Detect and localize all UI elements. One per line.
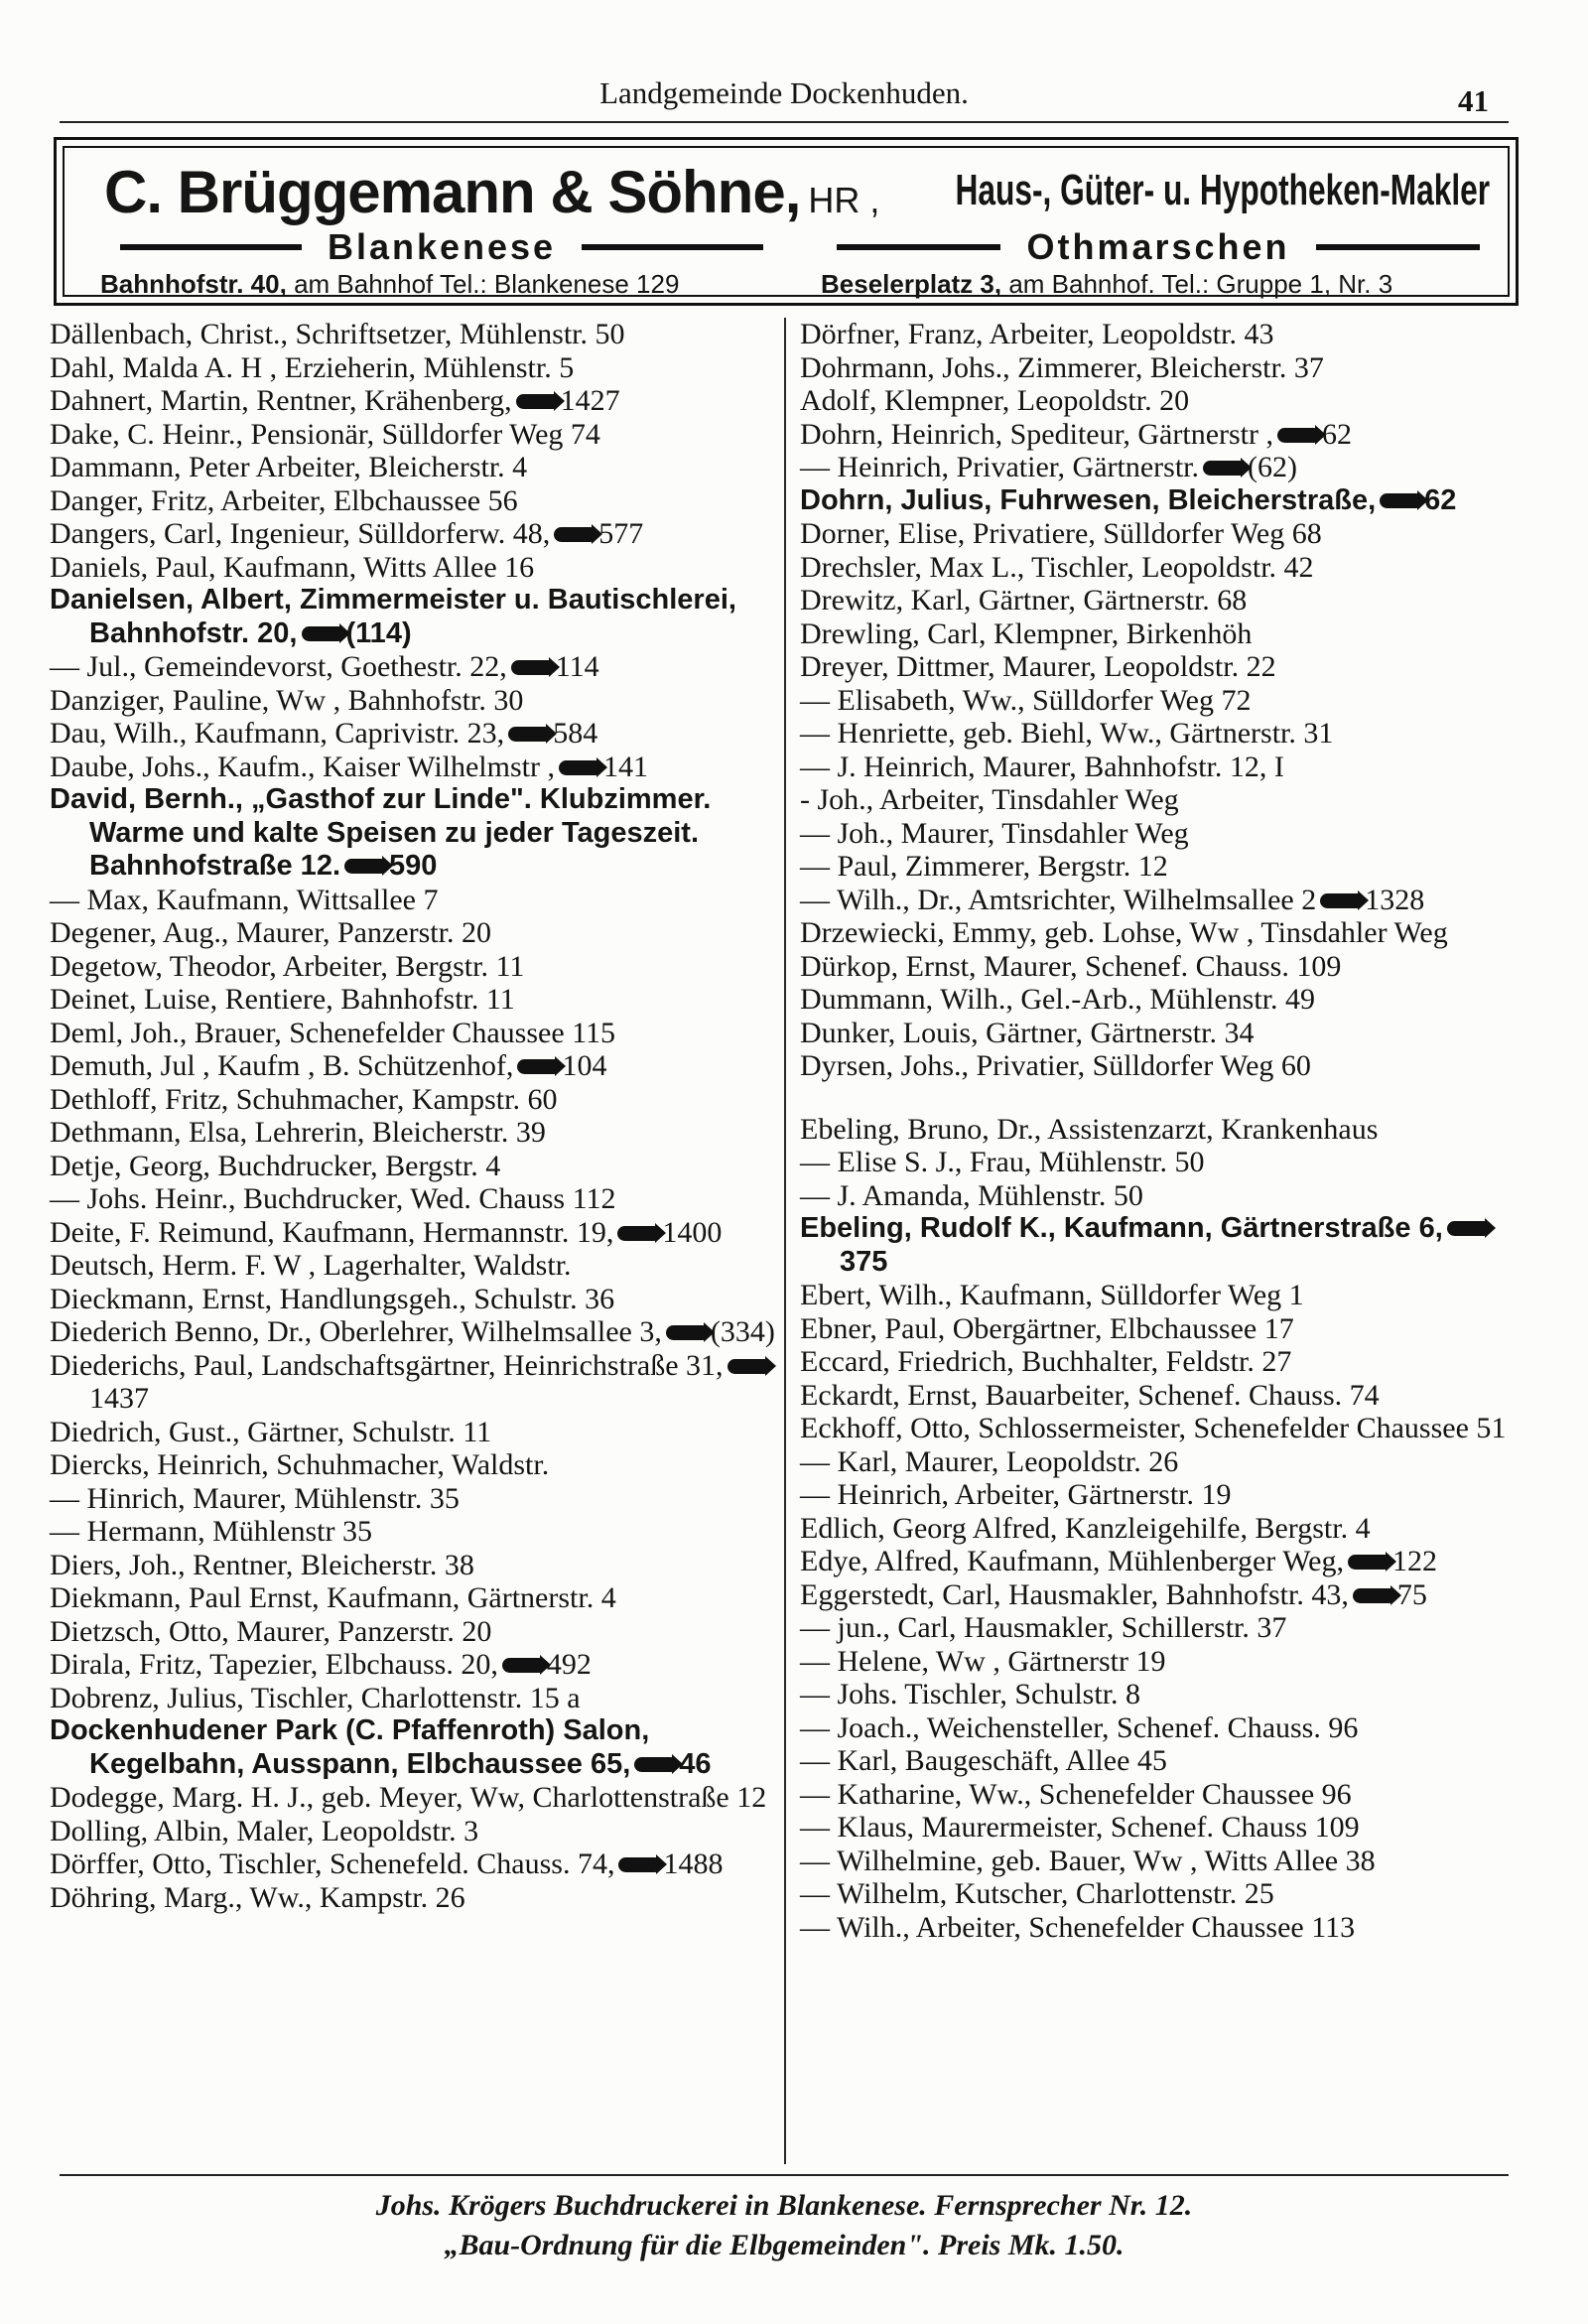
address-street: Bahnhofstr. 40, [100, 269, 287, 299]
entry-text: — Katharine, Ww., Schenefelder Chaussee 96 [800, 1777, 1352, 1811]
address-blankenese [100, 269, 679, 300]
directory-entry [800, 1312, 1515, 1346]
entry-text: Diers, Joh., Rentner, Bleicherstr. 38 [50, 1548, 474, 1581]
directory-entry [800, 1146, 1515, 1179]
telephone-hand-icon [617, 1226, 657, 1241]
directory-entry [800, 1645, 1515, 1679]
telephone-hand-icon [728, 1359, 767, 1374]
directory-entry [50, 916, 784, 950]
entry-text: Dohrn, Heinrich, Spediteur, Gärtnerstr , [800, 417, 1273, 451]
entry-text: — Elisabeth, Ww., Sülldorfer Weg 72 [800, 683, 1252, 717]
entry-text: — Hinrich, Maurer, Mühlenstr. 35 [50, 1481, 460, 1515]
directory-entry [800, 1345, 1515, 1379]
entry-text: — Joach., Weichensteller, Schenef. Chauss. 96 [800, 1710, 1359, 1744]
directory-entry [800, 1512, 1515, 1546]
phone-number: 1400 [662, 1215, 723, 1249]
directory-entry [800, 617, 1515, 651]
directory-entry [50, 1249, 784, 1283]
directory-entry [50, 1682, 784, 1715]
entry-text: — Johs. Tischler, Schulstr. 8 [800, 1678, 1141, 1710]
directory-entry [50, 1714, 784, 1781]
directory-entry [800, 1179, 1515, 1213]
entry-text: — J. Amanda, Mühlenstr. 50 [800, 1178, 1143, 1212]
directory-entry [800, 551, 1515, 585]
column-divider [784, 318, 786, 2164]
page-title: Landgemeinde Dockenhuden. [599, 75, 969, 110]
entry-text: Dunker, Louis, Gärtner, Gärtnerstr. 34 [800, 1016, 1255, 1049]
entry-text: Dohrn, Julius, Fuhrwesen, Bleicherstraße, [800, 483, 1377, 516]
directory-entry [50, 783, 784, 884]
decorative-rule [582, 244, 763, 250]
running-head [60, 71, 1509, 123]
entry-text: — Elise S. J., Frau, Mühlenstr. 50 [800, 1146, 1205, 1178]
location-name: Othmarschen [1026, 226, 1290, 267]
telephone-hand-icon [516, 394, 556, 409]
telephone-hand-icon [344, 859, 384, 874]
entry-text: Dörfner, Franz, Arbeiter, Leopoldstr. 43 [800, 318, 1274, 350]
entry-text: Dummann, Wilh., Gel.-Arb., Mühlenstr. 49 [800, 983, 1316, 1016]
phone-number: 577 [598, 517, 644, 550]
directory-entry [800, 418, 1515, 452]
entry-text: Ebert, Wilh., Kaufmann, Sülldorfer Weg 1 [800, 1279, 1304, 1311]
entry-text: Dangers, Carl, Ingenieur, Sülldorferw. 48, [50, 517, 551, 550]
entry-text: Deml, Joh., Brauer, Schenefelder Chaussee 115 [50, 1016, 616, 1049]
telephone-hand-icon [511, 660, 551, 675]
left-column [50, 318, 784, 1914]
telephone-hand-icon [1203, 461, 1243, 476]
directory-entry [800, 1744, 1515, 1778]
telephone-hand-icon [302, 626, 341, 641]
entry-text: Dethloff, Fritz, Schuhmacher, Kampstr. 60 [50, 1082, 558, 1116]
directory-entry [50, 1049, 784, 1083]
entry-text: — Heinrich, Privatier, Gärtnerstr. [800, 451, 1200, 483]
right-column [800, 318, 1515, 1944]
phone-number: 1488 [663, 1847, 724, 1880]
directory-entry [50, 517, 784, 551]
decorative-rule [120, 244, 302, 250]
directory-entry [800, 1611, 1515, 1645]
telephone-hand-icon [559, 760, 598, 775]
phone-number: 104 [562, 1049, 607, 1082]
directory-entry [50, 384, 784, 418]
entry-text: Degetow, Theodor, Arbeiter, Bergstr. 11 [50, 949, 525, 983]
entry-text: Deutsch, Herm. F. W , Lagerhalter, Waldstr. [50, 1249, 572, 1282]
entry-text: — jun., Carl, Hausmakler, Schillerstr. 37 [800, 1611, 1287, 1644]
entry-text: Dau, Wilh., Kaufmann, Caprivistr. 23, [50, 717, 505, 750]
entry-text: Dirala, Fritz, Tapezier, Elbchauss. 20, [50, 1648, 498, 1681]
address-details: am Bahnhof Tel.: Blankenese 129 [294, 269, 680, 299]
phone-number: 122 [1391, 1545, 1437, 1577]
phone-number: 375 [840, 1245, 888, 1278]
entry-text: Dyrsen, Johs., Privatier, Sülldorfer Weg 60 [800, 1049, 1311, 1082]
entry-text: Dietzsch, Otto, Maurer, Panzerstr. 20 [50, 1614, 492, 1648]
directory-entry [50, 884, 784, 917]
directory-entry [800, 1911, 1515, 1945]
address-street: Beselerplatz 3, [821, 269, 1002, 299]
directory-entry [50, 1781, 784, 1815]
directory-entry [800, 484, 1515, 518]
telephone-hand-icon [1447, 1221, 1487, 1236]
directory-entry [800, 1678, 1515, 1711]
entry-text: Dodegge, Marg. H. J., geb. Meyer, Ww, Charlottenstraße 12 [50, 1781, 767, 1814]
phone-number: 584 [553, 717, 598, 750]
directory-entry [800, 351, 1515, 385]
entry-text: Dällenbach, Christ., Schriftsetzer, Mühlenstr. 50 [50, 318, 625, 350]
directory-entry [50, 1581, 784, 1615]
directory-entry [800, 983, 1515, 1017]
directory-entry [50, 318, 784, 351]
directory-entry [50, 484, 784, 518]
directory-entry [800, 1212, 1515, 1279]
entry-text: Dolling, Albin, Maler, Leopoldstr. 3 [50, 1814, 479, 1847]
directory-entry [800, 1113, 1515, 1147]
entry-text: Drewling, Carl, Klempner, Birkenhöh [800, 616, 1253, 650]
directory-entry [50, 950, 784, 984]
phone-number: (62) [1248, 451, 1297, 483]
advertisement-box [54, 137, 1519, 306]
telephone-hand-icon [1348, 1555, 1388, 1570]
entry-text: Degener, Aug., Maurer, Panzerstr. 20 [50, 916, 491, 949]
telephone-hand-icon [1277, 428, 1317, 443]
entry-text: Edlich, Georg Alfred, Kanzleigehilfe, Bergstr. 4 [800, 1511, 1371, 1545]
directory-entry [50, 1182, 784, 1216]
entry-text: Diekmann, Paul Ernst, Kaufmann, Gärtnerstr. 4 [50, 1581, 616, 1614]
directory-entry [50, 1847, 784, 1881]
phone-number: 114 [555, 650, 599, 683]
directory-entry [50, 1150, 784, 1183]
entry-text: Dörffer, Otto, Tischler, Schenefeld. Chauss. 74, [50, 1847, 615, 1880]
directory-entry [50, 1549, 784, 1582]
entry-text: Döhring, Marg., Ww., Kampstr. 26 [50, 1880, 465, 1914]
location-othmarschen [811, 227, 1506, 267]
directory-entry [800, 751, 1515, 784]
entry-text: Ebeling, Rudolf K., Kaufmann, Gärtnerstraße 6, [800, 1212, 1443, 1244]
entry-text: Danziger, Pauline, Ww , Bahnhofstr. 30 [50, 683, 524, 717]
directory-entry [50, 1648, 784, 1682]
entry-text: — Wilh., Arbeiter, Schenefelder Chaussee 113 [800, 1910, 1356, 1944]
entry-text: Drewitz, Karl, Gärtner, Gärtnerstr. 68 [800, 584, 1248, 616]
directory-entry [800, 1279, 1515, 1312]
directory-entry [800, 1049, 1515, 1083]
telephone-hand-icon [634, 1757, 674, 1772]
entry-text: Diercks, Heinrich, Schuhmacher, Waldstr. [50, 1448, 550, 1481]
entry-text: — Karl, Maurer, Leopoldstr. 26 [800, 1444, 1179, 1478]
entry-text: Edye, Alfred, Kaufmann, Mühlenberger Weg, [800, 1545, 1344, 1577]
directory-entry [50, 650, 784, 684]
entry-text: — Joh., Maurer, Tinsdahler Weg [800, 816, 1189, 850]
entry-text: Eckhoff, Otto, Schlossermeister, Schenefelder Chaussee 51 [800, 1412, 1507, 1444]
telephone-hand-icon [1353, 1588, 1392, 1603]
directory-entry [800, 1778, 1515, 1812]
directory-entry [50, 1083, 784, 1117]
directory-entry [800, 916, 1515, 950]
footer-imprint: Johs. Krögers Buchdruckerei in Blankenese. Fernsprecher Nr. 12. [375, 2189, 1193, 2222]
directory-entry [50, 1482, 784, 1516]
telephone-hand-icon [1380, 493, 1419, 508]
directory-entry [50, 1283, 784, 1316]
entry-text: Eggerstedt, Carl, Hausmakler, Bahnhofstr. 43, [800, 1577, 1349, 1611]
telephone-hand-icon [502, 1658, 542, 1673]
entry-text: Dahl, Malda A. H , Erzieherin, Mühlenstr. 5 [50, 350, 575, 384]
directory-entry [50, 451, 784, 484]
footer [60, 2174, 1509, 2265]
directory-entry [800, 1711, 1515, 1745]
entry-text: Dobrenz, Julius, Tischler, Charlottenstr. 15 a [50, 1681, 581, 1714]
directory-entry [50, 1515, 784, 1549]
phone-number: 141 [602, 750, 648, 783]
directory-entry [800, 950, 1515, 984]
directory-entry [50, 684, 784, 718]
phone-number: 1437 [89, 1382, 149, 1415]
entry-text: Ebeling, Bruno, Dr., Assistenzarzt, Krankenhaus [800, 1112, 1379, 1146]
directory-entry [800, 1578, 1515, 1612]
directory-entry [50, 418, 784, 452]
entry-text: Ebner, Paul, Obergärtner, Elbchaussee 17 [800, 1311, 1294, 1345]
entry-text: Daniels, Paul, Kaufmann, Witts Allee 16 [50, 550, 535, 584]
directory-entry [800, 1877, 1515, 1911]
entry-text: Dreyer, Dittmer, Maurer, Leopoldstr. 22 [800, 650, 1276, 683]
entry-text: — Jul., Gemeindevorst, Goethestr. 22, [50, 650, 507, 683]
phone-number: 492 [546, 1648, 592, 1681]
directory-entry [800, 451, 1515, 484]
entry-text: Drzewiecki, Emmy, geb. Lohse, Ww , Tinsdahler Weg [800, 916, 1448, 949]
entry-text: Diederichs, Paul, Landschaftsgärtner, Heinrichstraße 31, [50, 1348, 724, 1382]
directory-entry [50, 551, 784, 585]
entry-text: — Wilhelmine, geb. Bauer, Ww , Witts Allee 38 [800, 1844, 1376, 1877]
directory-entry [800, 318, 1515, 351]
entry-text: Eckardt, Ernst, Bauarbeiter, Schenef. Chauss. 74 [800, 1378, 1380, 1412]
directory-entry [50, 1615, 784, 1649]
entry-text: Dieckmann, Ernst, Handlungsgeh., Schulstr. 36 [50, 1282, 615, 1315]
directory-entry [800, 1017, 1515, 1050]
phone-number: (114) [345, 616, 412, 649]
telephone-hand-icon [517, 1059, 557, 1074]
entry-text: Dammann, Peter Arbeiter, Bleicherstr. 4 [50, 451, 528, 483]
directory-entry [800, 783, 1515, 817]
directory-entry [50, 1216, 784, 1250]
phone-number: 1427 [560, 384, 620, 417]
directory-entry [50, 1448, 784, 1482]
location-blankenese [94, 227, 789, 267]
phone-number: 590 [389, 850, 438, 882]
directory-entry [800, 1811, 1515, 1845]
entry-text: Dohrmann, Johs., Zimmerer, Bleicherstr. 37 [800, 350, 1324, 384]
entry-text: — Hermann, Mühlenstr 35 [50, 1515, 372, 1548]
directory-entry [800, 684, 1515, 718]
directory-entry [800, 517, 1515, 551]
entry-text: — Helene, Ww , Gärtnerstr 19 [800, 1644, 1166, 1678]
entry-text: — J. Heinrich, Maurer, Bahnhofstr. 12, I [800, 750, 1284, 783]
entry-text: — Karl, Baugeschäft, Allee 45 [800, 1744, 1167, 1777]
telephone-hand-icon [1320, 893, 1360, 908]
directory-entry [800, 1478, 1515, 1512]
directory-entry [50, 983, 784, 1017]
entry-text: Danger, Fritz, Arbeiter, Elbchaussee 56 [50, 483, 518, 517]
entry-text: — Wilh., Dr., Amtsrichter, Wilhelmsallee 2 [800, 883, 1317, 916]
directory-entry [800, 817, 1515, 851]
directory-entry [800, 584, 1515, 617]
directory-entry [50, 1315, 784, 1349]
entry-text: Adolf, Klempner, Leopoldstr. 20 [800, 384, 1190, 417]
directory-entry [50, 717, 784, 751]
entry-text: — Klaus, Maurermeister, Schenef. Chauss 109 [800, 1811, 1360, 1844]
directory-entry [800, 1412, 1515, 1445]
entry-text: — Wilhelm, Kutscher, Charlottenstr. 25 [800, 1877, 1274, 1910]
entry-text: — Henriette, geb. Biehl, Ww., Gärtnerstr. 31 [800, 717, 1334, 750]
entry-text: Drechsler, Max L., Tischler, Leopoldstr. 42 [800, 550, 1314, 584]
entry-text: — Johs. Heinr., Buchdrucker, Wed. Chauss 112 [50, 1182, 616, 1215]
entry-text: Deinet, Luise, Rentiere, Bahnhofstr. 11 [50, 983, 515, 1016]
directory-entry [50, 1416, 784, 1449]
entry-text: Dethmann, Elsa, Lehrerin, Bleicherstr. 39 [50, 1116, 546, 1149]
directory-entry [800, 650, 1515, 684]
directory-entry [50, 1881, 784, 1915]
address-othmarschen [821, 269, 1392, 300]
telephone-hand-icon [508, 727, 548, 742]
advertisement-service: Haus-, Güter- u. Hypotheken-Makler [955, 166, 1490, 214]
directory-entry [800, 1379, 1515, 1413]
location-name: Blankenese [327, 226, 557, 267]
entry-text: Diederich Benno, Dr., Oberlehrer, Wilhelmsallee 3, [50, 1315, 662, 1348]
directory-entry [800, 1845, 1515, 1878]
directory-entry [800, 1545, 1515, 1578]
directory-entry [800, 884, 1515, 917]
directory-entry [50, 1349, 784, 1416]
advertisement-inner-frame [63, 146, 1510, 297]
entry-text: Detje, Georg, Buchdrucker, Bergstr. 4 [50, 1149, 501, 1182]
directory-entry [50, 1017, 784, 1050]
directory-entry [800, 717, 1515, 751]
decorative-rule [837, 244, 1000, 250]
entry-text: Deite, F. Reimund, Kaufmann, Hermannstr. 19, [50, 1215, 614, 1249]
entry-text: — Heinrich, Arbeiter, Gärtnerstr. 19 [800, 1478, 1232, 1511]
directory-entry [50, 751, 784, 784]
phone-number: 46 [679, 1747, 712, 1780]
entry-text: — Max, Kaufmann, Wittsallee 7 [50, 883, 439, 916]
telephone-hand-icon [618, 1857, 658, 1872]
telephone-hand-icon [554, 527, 594, 542]
entry-text: Demuth, Jul , Kaufm , B. Schützenhof, [50, 1049, 514, 1082]
phone-number: (334) [710, 1315, 775, 1348]
phone-number: 62 [1322, 417, 1352, 451]
address-details: am Bahnhof. Tel.: Gruppe 1, Nr. 3 [1008, 269, 1393, 299]
firm-name: C. Brüggemann & Söhne, [104, 159, 801, 225]
entry-text: David, Bernh., „Gasthof zur Linde". Klubzimmer. Warme und kalte Speisen zu jeder Tageszeit. Bahnhofstraße 12. [50, 783, 712, 882]
phone-number: 75 [1396, 1577, 1427, 1611]
directory-entry [50, 1815, 784, 1848]
directory-entry [800, 1445, 1515, 1479]
advertisement-firm [104, 158, 879, 226]
entry-text: Dürkop, Ernst, Maurer, Schenef. Chauss. 109 [800, 949, 1342, 983]
entry-text: Danielsen, Albert, Zimmermeister u. Bautischlerei, Bahnhofstr. 20, [50, 584, 736, 649]
entry-text: - Joh., Arbeiter, Tinsdahler Weg [800, 783, 1179, 816]
entry-text: Dockenhudener Park (C. Pfaffenroth) Salon, Kegelbahn, Ausspann, Elbchaussee 65, [50, 1714, 650, 1780]
directory-entry [50, 584, 784, 650]
firm-register-mark: HR , [808, 180, 880, 220]
telephone-hand-icon [666, 1325, 706, 1340]
directory-entry [50, 351, 784, 385]
page-number: 41 [1458, 83, 1489, 118]
entry-text: Eccard, Friedrich, Buchhalter, Feldstr. 27 [800, 1345, 1292, 1378]
directory-entry [800, 384, 1515, 418]
entry-text: Dorner, Elise, Privatiere, Sülldorfer Weg 68 [800, 517, 1322, 550]
directory-entry [50, 1116, 784, 1150]
entry-text: Dake, C. Heinr., Pensionär, Sülldorfer Weg 74 [50, 417, 600, 451]
entry-text: Diedrich, Gust., Gärtner, Schulstr. 11 [50, 1415, 492, 1448]
decorative-rule [1316, 244, 1480, 250]
entry-text: Dahnert, Martin, Rentner, Krähenberg, [50, 384, 512, 417]
directory-entry [800, 850, 1515, 884]
entry-text: — Paul, Zimmerer, Bergstr. 12 [800, 850, 1168, 883]
phone-number: 62 [1424, 483, 1457, 516]
phone-number: 1328 [1365, 883, 1425, 916]
footer-advert: „Bau-Ordnung für die Elbgemeinden". Preis Mk. 1.50. [444, 2229, 1125, 2261]
entry-text: Daube, Johs., Kaufm., Kaiser Wilhelmstr , [50, 750, 555, 783]
